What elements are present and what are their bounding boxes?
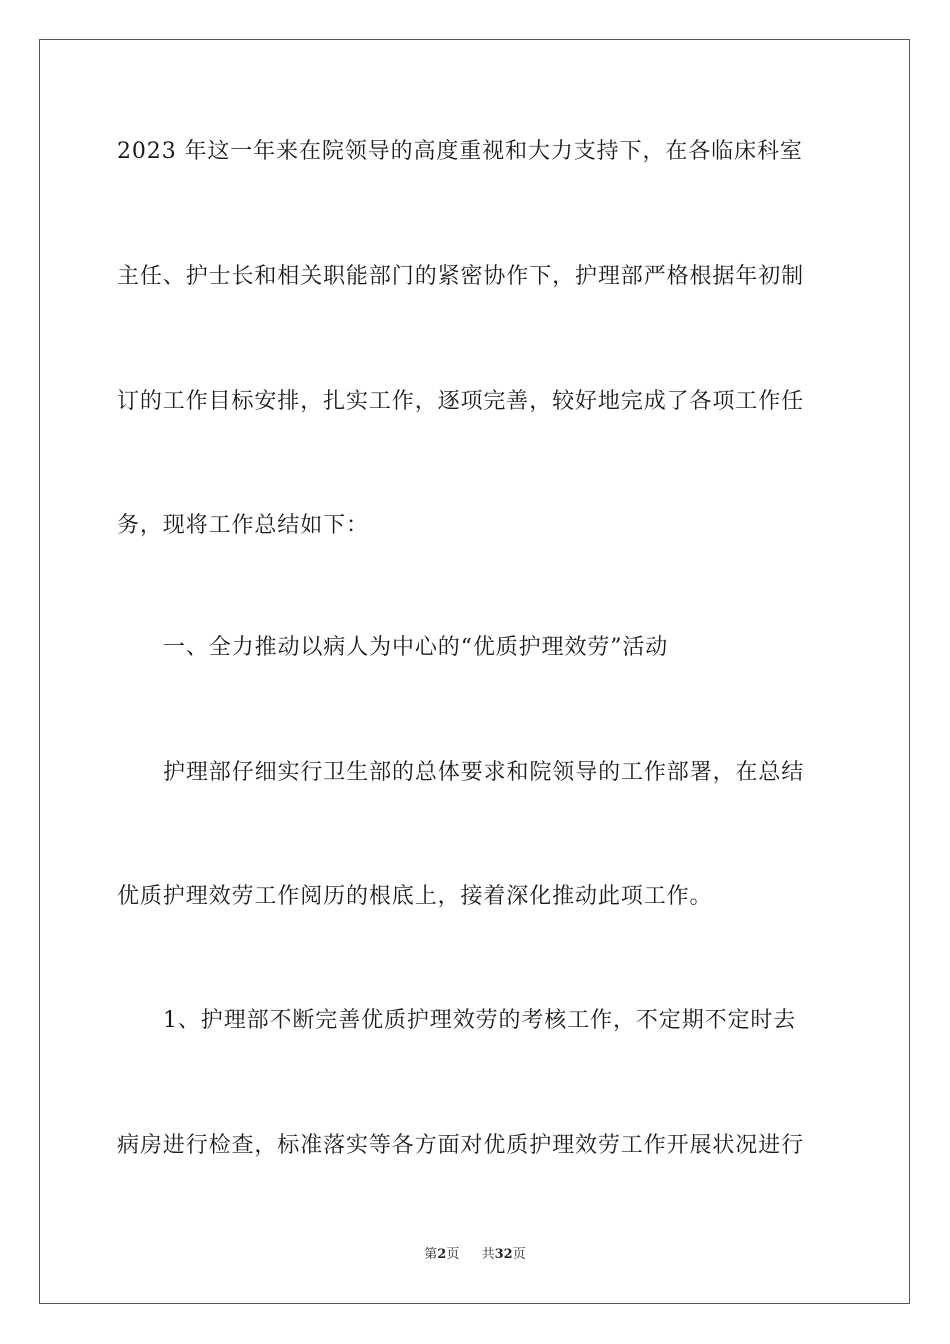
total-pages-label xyxy=(482,1246,526,1264)
body-text-line-2: 主任、护士长和相关职能部门的紧密协作下，护理部严格根据年初制 xyxy=(117,264,805,289)
total-suffix: 页 xyxy=(512,1247,526,1262)
page-prefix: 第 xyxy=(424,1247,438,1262)
body-text-line-3: 订的工作目标安排，扎实工作，逐项完善，较好地完成了各项工作任 xyxy=(117,389,805,414)
page-border xyxy=(39,39,910,1304)
page-footer xyxy=(0,1246,950,1264)
page-suffix: 页 xyxy=(446,1247,460,1262)
body-text-line-4: 务，现将工作总结如下： xyxy=(117,513,369,538)
section-heading: 一、全力推动以病人为中心的“优质护理效劳”活动 xyxy=(163,635,669,660)
body-text-line-8: 1、护理部不断完善优质护理效劳的考核工作，不定期不定时去 xyxy=(163,1008,797,1033)
page-number-label xyxy=(424,1246,459,1264)
total-pages: 32 xyxy=(494,1247,513,1262)
body-text-line-9: 病房进行检查，标准落实等各方面对优质护理效劳工作开展状况进行 xyxy=(117,1133,805,1158)
body-text-line-1: 2023 年这一年来在院领导的高度重视和大力支持下，在各临床科室 xyxy=(117,139,803,164)
page-number: 2 xyxy=(437,1247,447,1262)
body-text-line-7: 优质护理效劳工作阅历的根底上，接着深化推动此项工作。 xyxy=(117,884,713,909)
body-text-line-6: 护理部仔细实行卫生部的总体要求和院领导的工作部署，在总结 xyxy=(163,760,805,785)
total-prefix: 共 xyxy=(481,1247,495,1262)
